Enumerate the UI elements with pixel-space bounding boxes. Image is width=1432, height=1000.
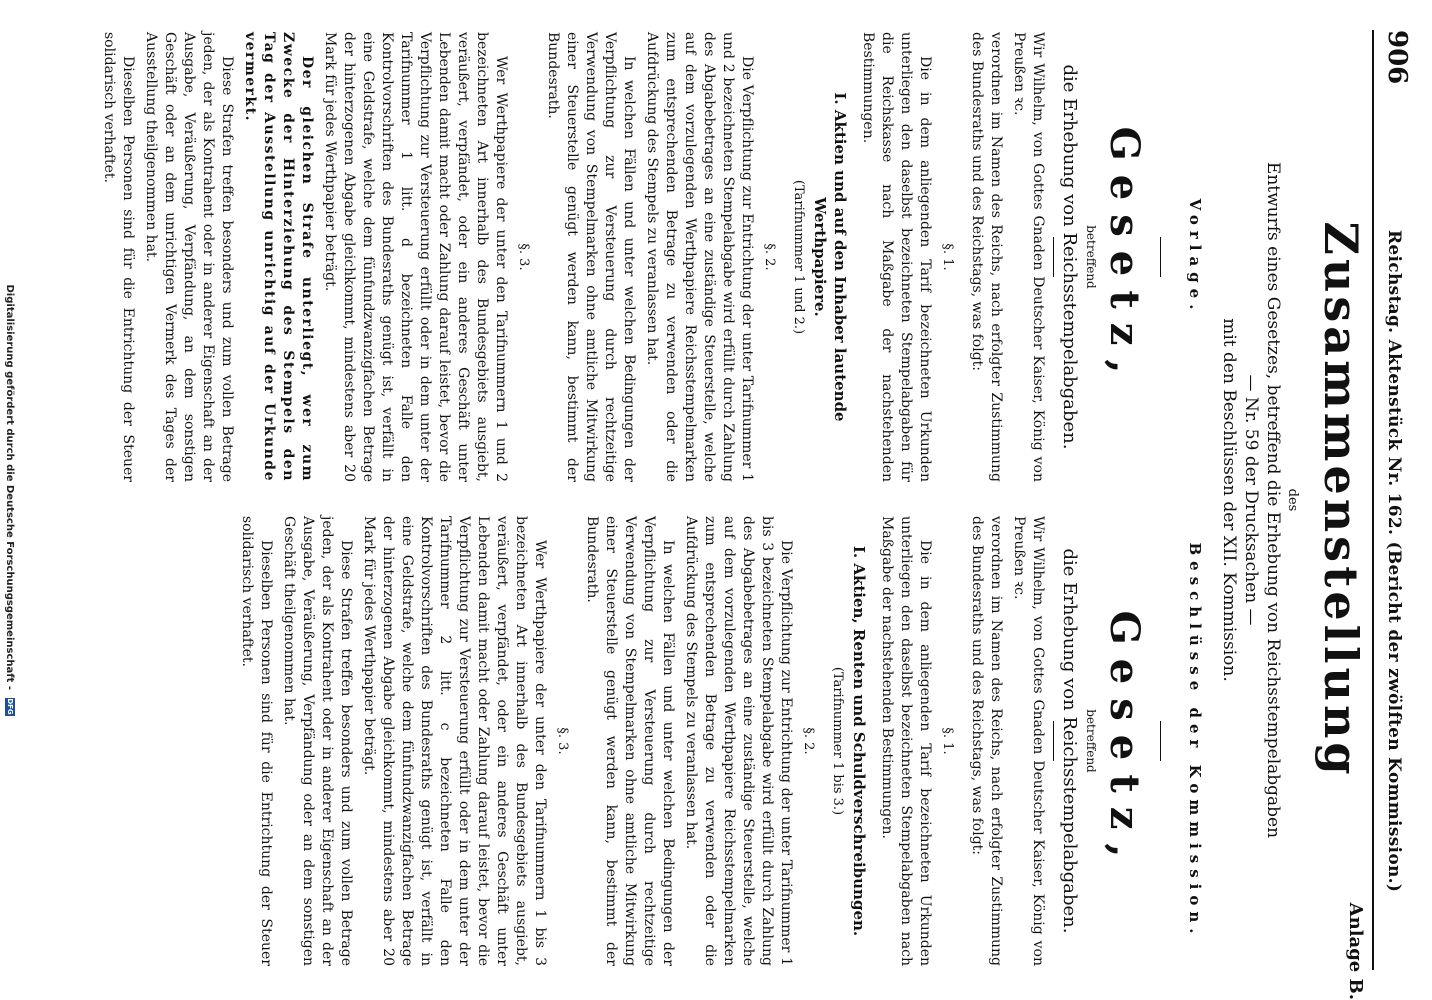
attachment-label: Anlage B.	[1345, 902, 1366, 1000]
subtitle-line-3: mit den Beschlüssen der XII. Kommission.	[1219, 318, 1239, 682]
intro-paragraph: Wir Wilhelm, von Gottes Gnaden Deutscher Kaiser, König von Preußen ꝛc.	[1011, 32, 1046, 482]
divider	[1160, 237, 1161, 277]
section-title: §. 1.	[940, 727, 955, 755]
divider	[1053, 237, 1054, 277]
column-heading: Vorlage.	[1186, 198, 1204, 316]
section-text: In welchen Fällen und unter welchen Bedingungen der Verpflichtung zur Versteuerung durch rechtzeitige Verwendung von Stempelmarken ohne amtliche Mitwirkung einer Steuerstelle genügt werden kann, bestimmt der Bundesrath.	[545, 32, 637, 482]
section-text-emphasis: Der gleichen Strafe unterliegt, wer zum Zwecke der Hinterziehung des Stempels den Tag der Ausstellung unrichtig auf der Urkunde vermerkt.	[242, 32, 315, 482]
footer-text: Digitalisierung gefördert durch die Deutsche Forschungsgemeinschaft -	[4, 284, 15, 691]
part-title: I. Aktien, Renten und Schuldverschreibungen.	[850, 545, 868, 937]
section-text: Wer Werthpapiere der unter den Tarifnummern 1 bis 3 bezeichneten Art innerhalb des Bundesgebiets ausgiebt, veräußert, verpfändet, oder ein anderes Geschäft unter Lebenden damit macht oder Zahlung darauf leistet, bevor die Verpflichtung zur Versteuerung erfüllt oder in dem unter der Tarifnummer 2 litt. c bezeichneten Falle den Kontrolvorschriften des Bundesraths genügt ist, verfällt in eine Geldstrafe, welche dem fünfundzwanzigfachen Betrage der hinterzogenen Abgabe gleichkommt, mindestens aber 20 Mark für jedes Werthpapier beträgt.	[361, 516, 548, 966]
section-title: §. 3.	[555, 727, 570, 755]
section-text: Diese Strafen treffen besonders und zum vollen Betrage jeden, der als Kontrahent oder in anderer Eigenschaft an der Ausgabe, Veräußerung, Verpfändung oder an dem sonstigen Geschäft theilgenommen hat.	[281, 516, 354, 966]
section-text: Die Verpflichtung zur Entrichtung der unter Tarifnummer 1 bis 3 bezeichneten Stempelabgabe wird erfüllt durch Zahlung des Abgabebetrages an eine zuständige Steuerstelle, welche auf dem vorzulegenden Werthpapiere Reichsstempelmarken zum entsprechenden Betrage zu verwenden oder die Aufdrückung des Stempels zu veranlassen hat.	[683, 516, 794, 966]
page-number: 906	[1382, 30, 1412, 85]
column-beschluesse	[233, 516, 1204, 966]
digitization-footer	[4, 0, 15, 1000]
section-text: In welchen Fällen und unter welchen Bedingungen der Verpflichtung zur Versteuerung durch rechtzeitige Verwendung von Stempelmarken ohne amtliche Mitwirkung einer Steuerstelle genügt werden kann, bestimmt der Bundesrath.	[584, 516, 676, 966]
section-text: Wer Werthpapiere der unter den Tarifnummern 1 und 2 bezeichneten Art innerhalb des Bundesgebiets ausgiebt, veräußert, verpfändet, oder ein anderes Geschäft unter Lebenden damit macht oder Zahlung darauf leistet, bevor die Verpflichtung zur Versteuerung erfüllt oder in dem unter der Tarifnummer 1 litt. d bezeichneten Falle den Kontrolvorschriften des Bundesraths genügt ist, verfällt in eine Geldstrafe, welche dem fünfundzwanzigfachen Betrage der hinterzogenen Abgabe gleichkommt, mindestens aber 20 Mark für jedes Werthpapier beträgt.	[322, 32, 509, 482]
divider	[1053, 721, 1054, 761]
law-title: Gesetz,	[1101, 610, 1148, 872]
column-vorlage	[95, 32, 1204, 482]
title-des: des	[1285, 488, 1300, 512]
header-info: Reichstag. Aktenstück Nr. 162. (Bericht der zwölften Kommission.)	[1384, 230, 1404, 893]
section-title: §. 1.	[940, 243, 955, 271]
part-tarif: (Tarifnummer 1 bis 3.)	[830, 666, 845, 816]
law-betreffend: betreffend	[1084, 709, 1098, 773]
intro-paragraph: verordnen im Namen des Reichs, nach erfolgter Zustimmung des Bundesraths und des Reichstags, was folgt:	[969, 516, 1004, 966]
column-heading: Beschlüsse der Kommission.	[1186, 542, 1204, 940]
law-title: Gesetz,	[1101, 126, 1148, 388]
subtitle	[1218, 60, 1284, 940]
law-subject: die Erhebung von Reichsstempelabgaben.	[1059, 548, 1080, 934]
section-title: §. 3.	[516, 243, 531, 271]
section-text: Dieselben Personen sind für die Entrichtung der Steuer solidarisch verhaftet.	[101, 32, 136, 482]
section-text: Dieselben Personen sind für die Entrichtung der Steuer solidarisch verhaftet.	[239, 516, 274, 966]
section-text: Die in dem anliegenden Tarif bezeichneten Urkunden unterliegen den daselbst bezeichneten Stempelabgaben für die Reichskasse nach Maßgabe der nachstehenden Bestimmungen.	[860, 32, 933, 482]
section-title: §. 2.	[762, 243, 777, 271]
law-betreffend: betreffend	[1084, 225, 1098, 289]
law-subject: die Erhebung von Reichsstempelabgaben.	[1059, 64, 1080, 450]
section-text: Diese Strafen treffen besonders und zum vollen Betrage jeden, der als Kontrahent oder in anderer Eigenschaft an der Ausgabe, Veräußerung, Verpfändung, an dem sonstigen Geschäft oder an dem unrichtigen Vermerk des Tages der Ausstellung theilgenommen hat.	[143, 32, 235, 482]
divider	[1160, 721, 1161, 761]
intro-paragraph: Wir Wilhelm, von Gottes Gnaden Deutscher Kaiser, König von Preußen ꝛc.	[1011, 516, 1046, 966]
section-title: §. 2.	[801, 727, 816, 755]
subtitle-line-1: Entwurfs eines Gesetzes, betreffend die Erhebung von Reichsstempelabgaben	[1263, 161, 1283, 839]
section-text: Die Verpflichtung zur Entrichtung der unter Tarifnummer 1 und 2 bezeichneten Stempelabgabe wird erfüllt durch Zahlung des Abgabebetrages an eine zuständige Steuerstelle, welche auf dem vorzulegenden Werthpapiere Reichsstempelmarken zum entsprechenden Betrage zu verwenden oder die Aufdrückung des Stempels zu veranlassen hat.	[644, 32, 755, 482]
part-title: I. Aktien und auf den Inhaber lautende Werthpapiere.	[811, 92, 849, 422]
dfg-logo: DFG	[6, 698, 14, 715]
section-text: Die in dem anliegenden Tarif bezeichneten Urkunden unterliegen den daselbst bezeichneten Stempelabgaben nach Maßgabe der nachstehenden Bestimmungen.	[879, 516, 933, 966]
main-title: Zusammenstellung	[1314, 221, 1368, 779]
intro-paragraph: verordnen im Namen des Reichs, nach erfolgter Zustimmung des Bundesraths und des Reichstags, was folgt:	[969, 32, 1004, 482]
part-tarif: (Tarifnummer 1 und 2.)	[791, 179, 806, 335]
subtitle-line-2: — Nr. 59 der Drucksachen —	[1241, 374, 1261, 626]
page-header	[1372, 30, 1418, 970]
